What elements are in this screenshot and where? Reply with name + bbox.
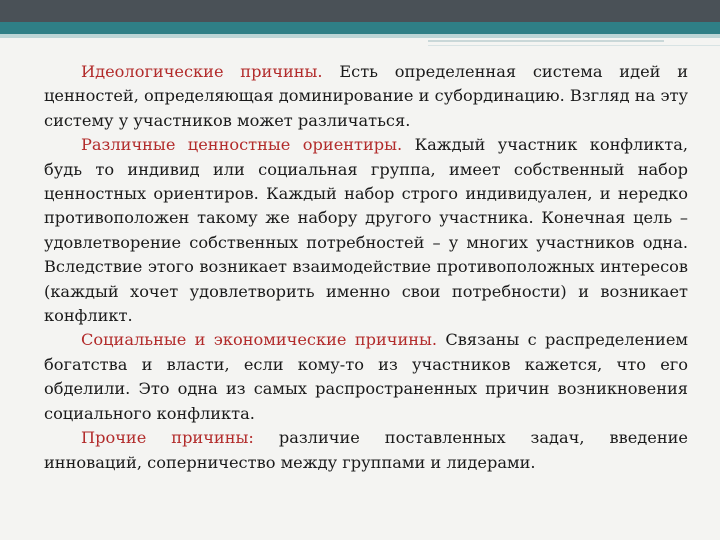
paragraph-social-economic-causes (44, 328, 688, 426)
slide-text-body (44, 60, 688, 475)
paragraph-heading: Различные ценностные ориентиры. (81, 135, 403, 155)
paragraph-text: Связаны с распределением богатства и власти, если кому-то из участников кажется, что его обделили. Это одна из самых распространенных причин возникновения социального конфликта. (44, 330, 688, 423)
decorative-line (428, 45, 720, 46)
decorative-lines (428, 38, 720, 52)
paragraph-other-causes (44, 426, 688, 475)
decorative-line (428, 40, 664, 42)
header-bar (0, 0, 720, 22)
paragraph-text: Есть определенная система идей и ценностей, определяющая доминирование и субординацию. Взгляд на эту систему у участников может различаться. (44, 62, 688, 130)
paragraph-text: Каждый участник конфликта, будь то индивид или социальная группа, имеет собственный набор ценностных ориентиров. Каждый набор строго индивидуален, и нередко противоположен такому же набору другого участника. Конечная цель – удовлетворение собственных потребностей – у многих участников одна. Вследствие этого возникает взаимодействие противоположных интересов (каждый хочет удовлетворить именно свои потребности) и возникает конфликт. (44, 135, 688, 326)
header-accent-stripe (0, 22, 720, 34)
paragraph-heading: Идеологические причины. (81, 62, 323, 81)
paragraph-ideological-causes (44, 60, 688, 133)
paragraph-heading: Социальные и экономические причины. (81, 330, 438, 350)
paragraph-value-orientations (44, 133, 688, 328)
paragraph-heading: Прочие причины: (81, 428, 254, 448)
paragraph-text: различие поставленных задач, введение инноваций, соперничество между группами и лидерами. (44, 428, 688, 472)
